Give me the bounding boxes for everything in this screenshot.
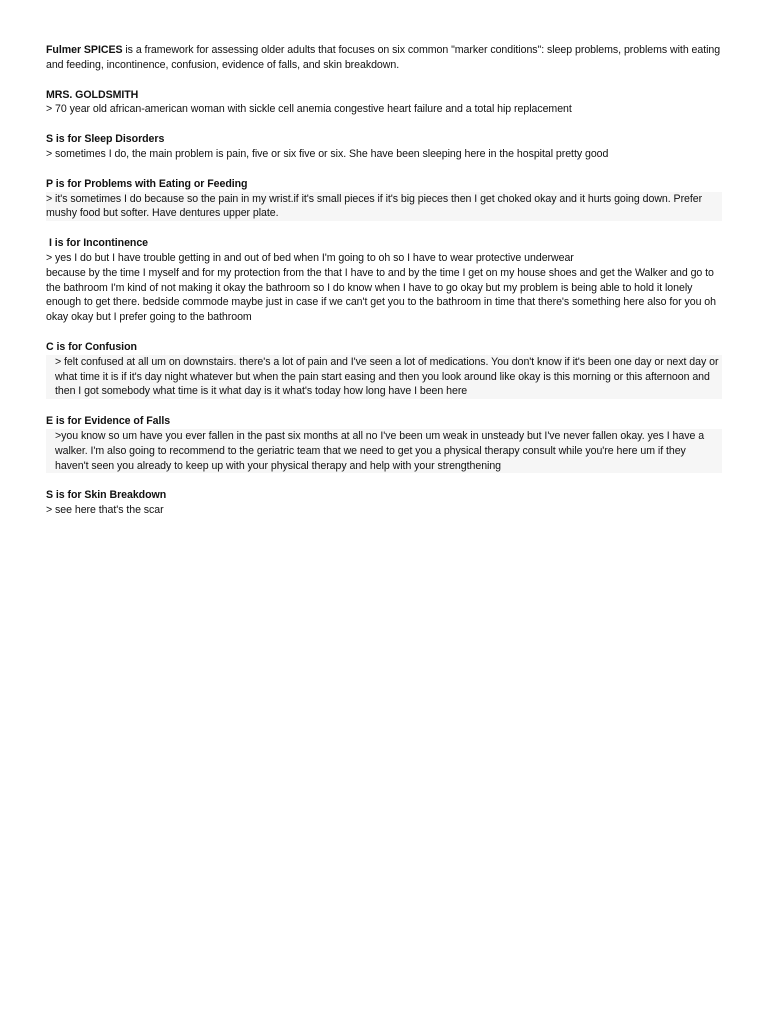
intro-text: is a framework for assessing older adults that focuses on six common "marker conditions": sleep problems, problems with eating and feeding, incontinence, confusion, evidence of falls, and skin breakdown. — [46, 44, 721, 71]
section-heading: P is for Problems with Eating or Feeding — [46, 177, 248, 190]
section-heading: E is for Evidence of Falls — [46, 415, 171, 428]
section-heading: S is for Skin Breakdown — [46, 489, 167, 502]
patient-description: > 70 year old african-american woman with sickle cell anemia congestive heart failure and a total hip replacement — [46, 103, 572, 116]
section-confusion — [46, 340, 722, 399]
section-text: because by the time I myself and for my protection from the that I have to and by the time I get on my house shoes and get the Walker and go to the bathroom I'm kind of not making it okay the bathroom so I do know when I have to go okay but my problem is being able to hold it lonely enough to get there. bedside commode maybe just in case if we can't get you to the bathroom in time that there's something here also for you oh okay okay but I prefer going to the bathroom — [46, 266, 716, 324]
section-heading: S is for Sleep Disorders — [46, 133, 165, 146]
section-text: >you know so um have you ever fallen in the past six months at all no I've been um weak in unsteady but I've never fallen okay. yes I have a walker. I'm also going to recommend to the geriatric team that we need to get you a physical therapy consult while you're here um if they haven't seen you already to keep up with your physical therapy and help with your strengthening — [46, 429, 722, 473]
section-eating — [46, 177, 722, 221]
section-incontinence — [46, 236, 722, 325]
section-text: > sometimes I do, the main problem is pain, five or six five or six. She have been sleeping here in the hospital pretty good — [46, 147, 609, 160]
section-text-first-line: > yes I do but I have trouble getting in and out of bed when I'm going to oh so I have to wear protective underwear — [46, 251, 574, 264]
patient-block — [46, 88, 722, 118]
patient-heading: MRS. GOLDSMITH — [46, 88, 139, 101]
section-falls — [46, 414, 722, 473]
section-text: > it's sometimes I do because so the pain in my wrist.if it's small pieces if it's big pieces then I get choked okay and it hurts going down. Prefer mushy food but softer. Have dentures upper plate. — [46, 192, 722, 222]
section-text: > see here that's the scar — [46, 504, 164, 517]
section-skin — [46, 488, 722, 518]
intro-paragraph — [46, 43, 722, 73]
section-sleep — [46, 132, 722, 162]
section-heading: I is for Incontinence — [49, 237, 149, 250]
intro-lead: Fulmer SPICES — [46, 44, 123, 56]
section-text: > felt confused at all um on downstairs. there's a lot of pain and I've seen a lot of medications. You don't know if it's been one day or next day or what time it is if it's day night whatever but when the pain start easing and then you look around like okay is this morning or this afternoon and then I got somebody what time is it what day is it what's today how long have I been here — [46, 355, 722, 399]
document-page — [46, 43, 722, 533]
section-heading: C is for Confusion — [46, 340, 137, 353]
